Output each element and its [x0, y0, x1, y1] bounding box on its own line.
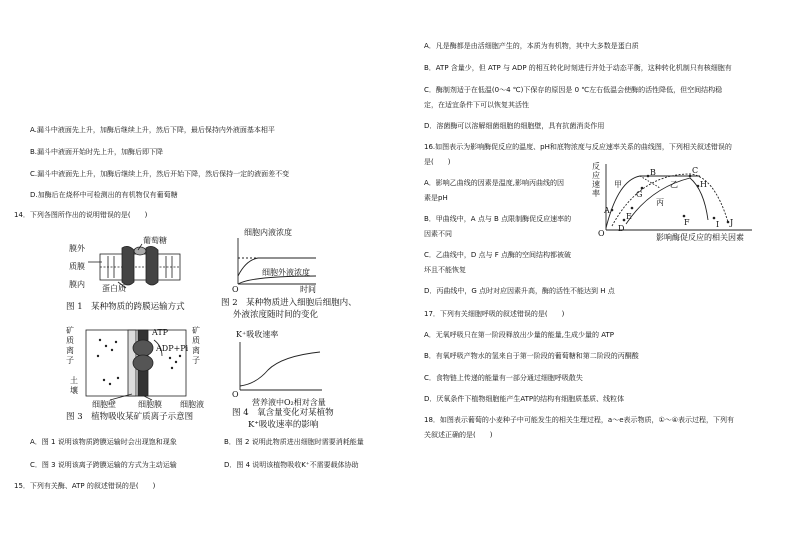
- fig1-caption: 图 1 某种物质的跨膜运输方式: [66, 302, 185, 312]
- fig1-label-glucose: 葡萄糖: [143, 236, 167, 245]
- q16-point-j: J: [730, 218, 734, 227]
- fig3-label-mineral-4: 子: [66, 356, 74, 365]
- fig1-label-inside: 膜内: [69, 280, 85, 289]
- fig3-label-cell-wall: 细胞壁: [92, 400, 116, 409]
- fig2-origin: O: [232, 285, 239, 294]
- fig1-label-protein: 蛋白质: [102, 284, 126, 293]
- q14-option-d: D．图 4 说明该植物吸收K⁺不需要载体协助: [224, 461, 359, 469]
- q16-point-c: C: [692, 166, 699, 175]
- q16-stem-2: 是( ): [424, 158, 451, 166]
- q16-ylabel-2: 应: [592, 171, 600, 180]
- q15-option-c-cont: 定，在适宜条件下可以恢复其活性: [424, 101, 529, 109]
- fig2-label-intracellular: 细胞内液浓度: [244, 228, 292, 237]
- fig2-caption-line1: 图 2 某种物质进入细胞后细胞内、: [221, 298, 357, 308]
- fig3-label-mineral-r4: 子: [192, 356, 200, 365]
- q15-option-d: D．溶菌酶可以溶解细菌细胞的细胞壁，具有抗菌消炎作用: [424, 122, 605, 130]
- q16-option-d: D．丙曲线中，G 点时对应因素升高，酶的活性不能达到 H 点: [424, 287, 615, 295]
- q16-stem-1: 16.如图表示为影响酶促反应的温度、pH和底物浓度与反应速率关系的曲线图，下列相关叙述错误的: [424, 143, 732, 151]
- fig4-label-oxygen: 营养液中O₂相对含量: [252, 398, 326, 407]
- fig3-label-adp: ADP+Pi: [156, 344, 189, 353]
- q15-stem: 15．下列有关酶、ATP 的叙述错误的是( ): [14, 482, 156, 490]
- q18-stem-2: 关叙述正确的是( ): [424, 431, 493, 439]
- q15-option-a: A．凡是酶都是由活细胞产生的，本质为有机物，其中大多数是蛋白质: [424, 42, 639, 50]
- q17-stem: 17．下列有关细胞呼吸的叙述错误的是( ): [424, 310, 565, 318]
- q15-option-c: C．酶制剂适于在低温(0～4 ℃)下保存的原因是 0 ℃左右低温会使酶的活性降低，但空间结构稳: [424, 86, 723, 94]
- fig2-caption-line2: 外液浓度随时间的变化: [233, 310, 319, 320]
- fig1-label-outside: 膜外: [69, 244, 85, 253]
- q17-option-a: A．无氧呼吸只在第一阶段释放出少量的能量,生成少量的 ATP: [424, 331, 614, 339]
- q17-option-c: C．食物链上传递的能量有一部分通过细胞呼吸散失: [424, 374, 583, 382]
- q16-ylabel-1: 反: [592, 162, 600, 171]
- fig3-label-mineral-r2: 质: [192, 336, 200, 345]
- fig3-label-mineral-2: 质: [66, 336, 74, 345]
- q16-curve-jia: 甲: [614, 180, 622, 189]
- fig3-label-soil-1: 土: [70, 376, 78, 385]
- fig4-label-k-rate: K⁺吸收速率: [236, 330, 279, 339]
- q16-option-a-cont: 素是pH: [424, 194, 448, 202]
- fig4-origin: O: [232, 390, 239, 399]
- fig3-label-atp: ATP: [152, 328, 169, 337]
- q16-point-e: E: [626, 212, 632, 221]
- fig3-label-mineral-3: 离: [66, 346, 74, 355]
- fig4-caption-line1: 图 4 氧含量变化对某植物: [232, 408, 334, 418]
- fig3-label-soil-2: 壤: [70, 386, 78, 395]
- q16-option-a: A．影响乙曲线的因素是温度,影响丙曲线的因: [424, 179, 565, 187]
- q16-option-c-cont: 坏且不能恢复: [424, 266, 466, 274]
- q14-option-a: A．图 1 说明该物质跨膜运输时会出现饱和现象: [30, 438, 177, 446]
- fig2-label-time: 时间: [300, 285, 316, 294]
- fig3-label-mineral-r1: 矿: [192, 326, 200, 335]
- q16-point-d: D: [618, 224, 625, 233]
- fig3-label-mineral-r3: 离: [192, 346, 200, 355]
- q16-ylabel-4: 率: [592, 189, 600, 198]
- fig2-label-extracellular: 细胞外液浓度: [262, 268, 310, 277]
- q16-point-g: G: [636, 190, 643, 199]
- q16-point-a: A: [604, 206, 610, 215]
- q13-option-b: B.漏斗中液面开始时先上升，加酶后即下降: [30, 148, 164, 156]
- q16-option-b-cont: 因素不同: [424, 230, 452, 238]
- fig3-label-cell-membrane: 细胞膜: [138, 400, 162, 409]
- q16-origin: O: [598, 229, 605, 238]
- q16-option-b: B．甲曲线中，A 点与 B 点限制酶促反应速率的: [424, 215, 572, 223]
- q16-point-h: H: [700, 180, 707, 189]
- q16-point-i: I: [716, 220, 720, 229]
- q13-option-c: C.漏斗中液面先上升，加酶后继续上升，然后开始下降，然后保持一定的液面差不变: [30, 170, 290, 178]
- q17-option-b: B．有氧呼吸产物水的氢来自于第一阶段的葡萄糖和第二阶段的丙酮酸: [424, 352, 639, 360]
- fig3-label-mineral-1: 矿: [66, 326, 74, 335]
- q18-stem-1: 18．如图表示葡萄的小麦种子中可能发生的相关生理过程，a～e表示物质，①～④表示过程，下列有: [424, 416, 735, 424]
- q16-ylabel-3: 速: [592, 180, 600, 189]
- q14-option-b: B．图 2 说明此物质进出细胞时需要消耗能量: [224, 438, 364, 446]
- q16-point-f: F: [684, 218, 690, 227]
- q17-option-d: D．厌氧条件下植物细胞能产生ATP的结构有细胞质基质、线粒体: [424, 395, 625, 403]
- q16-curve-yi: 乙: [670, 180, 678, 189]
- q16-xlabel: 影响酶促反应的相关因素: [656, 233, 744, 242]
- fig1-label-membrane: 质膜: [69, 262, 85, 271]
- q15-option-b: B．ATP 含量少，但 ATP 与 ADP 的相互转化时刻进行并处于动态平衡，这种转化机制只有核细胞有: [424, 64, 732, 72]
- q14-option-c: C．图 3 说明该离子跨膜运输的方式为主动运输: [30, 461, 177, 469]
- q16-curve-bing: 丙: [656, 198, 664, 207]
- fig4-caption-line2: K⁺吸收速率的影响: [248, 420, 319, 430]
- fig3-label-cell-sap: 细胞液: [180, 400, 204, 409]
- q14-stem: 14．下列各图所作出的说明错误的是( ): [14, 211, 148, 219]
- q13-option-a: A.漏斗中液面先上升，加酶后继续上升，然后下降，最后保持内外液面基本相平: [30, 126, 275, 134]
- q16-option-c: C．乙曲线中，D 点与 F 点酶的空间结构都被破: [424, 251, 571, 259]
- q13-option-d: D.加酶后在烧杯中可检测出的有机物仅有葡萄糖: [30, 191, 178, 199]
- fig3-caption: 图 3 植物吸收某矿质离子示意图: [66, 412, 194, 422]
- q16-point-b: B: [650, 168, 656, 177]
